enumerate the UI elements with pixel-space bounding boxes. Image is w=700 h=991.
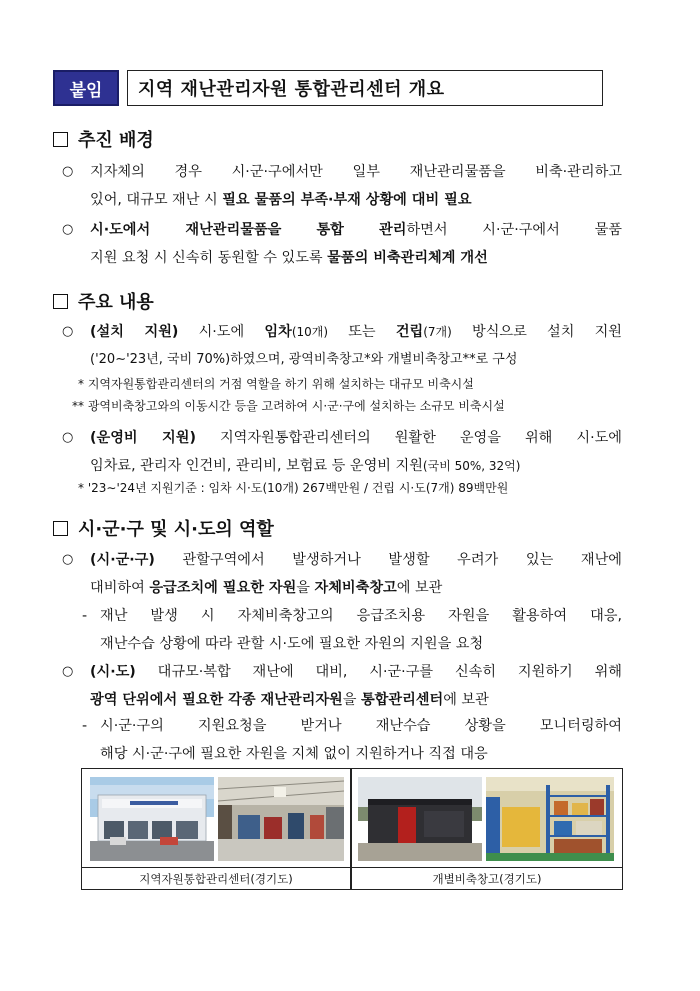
item-line: (설치 지원) 시·도에 임차(10개) 또는 건립(7개) 방식으로 설치 지원 — [90, 324, 622, 340]
circle-bullet-icon: ○ — [62, 222, 74, 237]
list-item — [62, 158, 622, 214]
list-item — [62, 318, 622, 374]
section-heading-text: 주요 내용 — [78, 292, 154, 313]
item-line: (시·군·구) 관할구역에서 발생하거나 발생할 우려가 있는 재난에 — [90, 552, 622, 568]
circle-bullet-icon: ○ — [62, 664, 74, 679]
list-item — [62, 546, 622, 602]
photo-caption-center: 지역자원통합관리센터(경기도) — [139, 872, 293, 886]
circle-bullet-icon: ○ — [62, 324, 74, 339]
item-line: 재난수습 상황에 따라 관할 시·도에 필요한 자원의 지원을 요청 — [100, 636, 484, 652]
item-line: 재난 발생 시 자체비축창고의 응급조치용 자원을 활용하여 대응, — [100, 608, 622, 624]
photo-table — [81, 768, 623, 890]
circle-bullet-icon: ○ — [62, 552, 74, 567]
dash-bullet: - — [82, 718, 88, 734]
item-line: ('20∼'23년, 국비 70%)하였으며, 광역비축창고*와 개별비축창고**로 구성 — [90, 352, 518, 367]
list-item — [62, 424, 622, 480]
attachment-badge: 붙임 — [53, 70, 119, 106]
section-heading-main-contents — [53, 288, 154, 314]
photo-shelving-interior — [486, 777, 614, 861]
item-line: 지자체의 경우 시·군·구에서만 일부 재난관리물품을 비축·관리하고 — [90, 164, 622, 180]
item-line: 시·도에서 재난관리물품을 통합 관리하면서 시·군·구에서 물품 — [90, 222, 622, 238]
list-item — [62, 658, 622, 714]
sub-item — [82, 602, 622, 658]
item-line: 광역 단위에서 필요한 각종 재난관리자원을 통합관리센터에 보관 — [90, 692, 489, 708]
item-line: 지원 요청 시 신속히 동원할 수 있도록 물품의 비축관리체계 개선 — [90, 250, 488, 266]
item-line: 임차료, 관리자 인건비, 관리비, 보험료 등 운영비 지원(국비 50%, 32억) — [90, 458, 521, 474]
item-line: (운영비 지원) 지역자원통합관리센터의 원활한 운영을 위해 시·도에 — [90, 430, 622, 446]
section-heading-background — [53, 126, 154, 152]
circle-bullet-icon: ○ — [62, 430, 74, 445]
section-heading-text: 시·군·구 및 시·도의 역할 — [78, 519, 274, 540]
item-line: 대비하여 응급조치에 필요한 자원을 자체비축창고에 보관 — [90, 580, 443, 596]
checkbox-square-icon — [53, 132, 68, 147]
photo-caption-warehouse: 개별비축창고(경기도) — [432, 872, 542, 886]
item-line: (시·도) 대규모·복합 재난에 대비, 시·군·구를 신속히 지원하기 위해 — [90, 664, 622, 680]
footnote: ** 광역비축창고와의 이동시간 등을 고려하여 시·군·구에 설치하는 소규모 비축시설 — [72, 399, 505, 413]
dash-bullet: - — [82, 608, 88, 624]
item-line: 시·군·구의 지원요청을 받거나 재난수습 상황을 모니터링하여 — [100, 718, 622, 734]
title-row — [53, 70, 603, 106]
photo-warehouse-exterior — [90, 777, 214, 861]
section-heading-text: 추진 배경 — [78, 130, 154, 151]
checkbox-square-icon — [53, 521, 68, 536]
checkbox-square-icon — [53, 294, 68, 309]
footnote: * 지역자원통합관리센터의 거점 역할을 하기 위해 설치하는 대규모 비축시설 — [78, 377, 474, 391]
table-divider — [82, 867, 622, 868]
section-heading-roles — [53, 515, 274, 541]
photo-small-storage — [358, 777, 482, 861]
sub-item — [82, 712, 622, 768]
page-title: 지역 재난관리자원 통합관리센터 개요 — [127, 70, 603, 106]
circle-bullet-icon: ○ — [62, 164, 74, 179]
list-item — [62, 216, 622, 272]
footnote: * '23∼'24년 지원기준 : 임차 시·도(10개) 267백만원 / 건립 시·도(7개) 89백만원 — [78, 481, 509, 495]
photo-warehouse-interior — [218, 777, 344, 861]
item-line: 있어, 대규모 재난 시 필요 물품의 부족·부재 상황에 대비 필요 — [90, 192, 472, 208]
item-line: 해당 시·군·구에 필요한 자원을 지체 없이 지원하거나 직접 대응 — [100, 746, 488, 762]
